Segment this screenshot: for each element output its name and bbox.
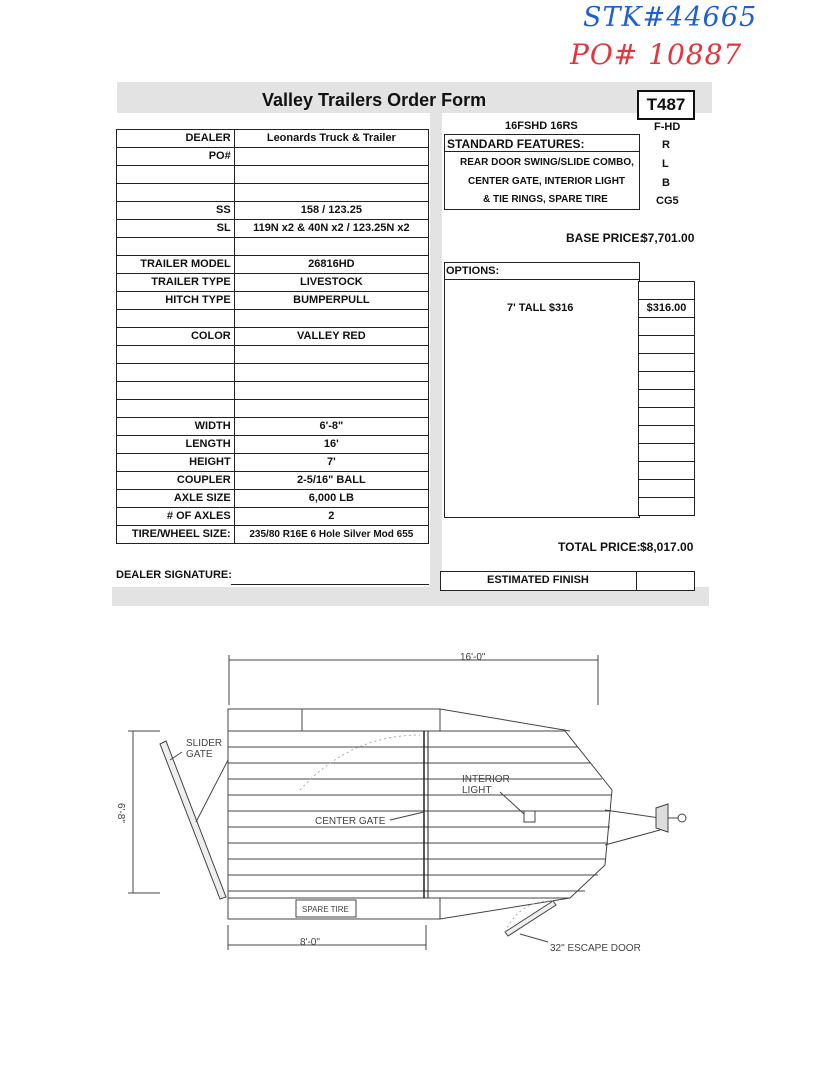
row-value[interactable] bbox=[234, 382, 428, 400]
trailer-body-outline bbox=[228, 709, 612, 919]
row-label: LENGTH bbox=[117, 436, 235, 454]
option-price-cell[interactable] bbox=[639, 372, 695, 390]
row-value[interactable]: 16' bbox=[234, 436, 428, 454]
form-title: Valley Trailers Order Form bbox=[262, 90, 487, 110]
center-gate-label: CENTER GATE bbox=[315, 816, 386, 827]
row-value[interactable] bbox=[234, 346, 428, 364]
divider-band bbox=[430, 113, 442, 590]
features-divider bbox=[444, 151, 639, 152]
row-label bbox=[117, 382, 235, 400]
option-price-cell[interactable]: $316.00 bbox=[639, 300, 695, 318]
row-value[interactable] bbox=[234, 400, 428, 418]
width-label: 6'-8" bbox=[115, 803, 126, 823]
option-price-row bbox=[639, 480, 695, 498]
row-label: TIRE/WHEEL SIZE: bbox=[117, 526, 235, 544]
estimated-finish-value[interactable] bbox=[636, 571, 695, 591]
row-label: TRAILER TYPE bbox=[117, 274, 235, 292]
form-code-box: T487 bbox=[637, 90, 695, 120]
total-price-value: $8,017.00 bbox=[640, 540, 694, 554]
estimated-finish-label: ESTIMATED FINISH bbox=[487, 574, 589, 586]
row-value[interactable]: 119N x2 & 40N x2 / 123.25N x2 bbox=[234, 220, 428, 238]
row-label bbox=[117, 238, 235, 256]
base-price-value: $7,701.00 bbox=[641, 231, 695, 245]
option-price-row bbox=[639, 408, 695, 426]
option-price-cell[interactable] bbox=[639, 462, 695, 480]
interior-light-label-1: INTERIOR bbox=[462, 774, 510, 785]
coupler-icon bbox=[656, 804, 668, 832]
handwritten-po-number: PO# 10887 bbox=[570, 38, 743, 71]
row-label: SL bbox=[117, 220, 235, 238]
trailer-floor-plan bbox=[0, 640, 834, 970]
option-price-cell[interactable] bbox=[639, 408, 695, 426]
option-price-row bbox=[639, 444, 695, 462]
feature-code-2: L bbox=[662, 158, 669, 170]
base-price-label: BASE PRICE: bbox=[566, 231, 644, 245]
row-label: COLOR bbox=[117, 328, 235, 346]
row-value[interactable]: 26816HD bbox=[234, 256, 428, 274]
slider-gate-label-2: GATE bbox=[186, 749, 213, 760]
row-label: COUPLER bbox=[117, 472, 235, 490]
row-label: HEIGHT bbox=[117, 454, 235, 472]
row-label bbox=[117, 166, 235, 184]
handwritten-stock-number: STK#44665 bbox=[583, 2, 758, 33]
option-price-cell[interactable] bbox=[639, 390, 695, 408]
escape-door-label: 32" ESCAPE DOOR bbox=[550, 943, 641, 954]
order-row bbox=[117, 436, 429, 454]
option-price-cell[interactable] bbox=[639, 480, 695, 498]
order-row bbox=[117, 166, 429, 184]
standard-features-label: STANDARD FEATURES: bbox=[447, 137, 585, 151]
model-line: 16FSHD 16RS bbox=[505, 120, 578, 132]
option-price-row bbox=[639, 300, 695, 318]
row-value[interactable] bbox=[234, 310, 428, 328]
overall-length-label: 16'-0" bbox=[460, 652, 486, 663]
row-value[interactable]: 6'-8" bbox=[234, 418, 428, 436]
row-value[interactable]: VALLEY RED bbox=[234, 328, 428, 346]
options-label: OPTIONS: bbox=[446, 265, 500, 277]
row-label bbox=[117, 310, 235, 328]
option-price-row bbox=[639, 282, 695, 300]
row-label bbox=[117, 346, 235, 364]
order-row bbox=[117, 220, 429, 238]
options-header-divider bbox=[444, 279, 639, 280]
option-price-row bbox=[639, 498, 695, 516]
row-label: # OF AXLES bbox=[117, 508, 235, 526]
feature-code-4: CG5 bbox=[656, 195, 679, 207]
order-row bbox=[117, 130, 429, 148]
option-price-row bbox=[639, 462, 695, 480]
order-row bbox=[117, 508, 429, 526]
order-row bbox=[117, 310, 429, 328]
trailer-tongue bbox=[605, 810, 660, 845]
row-value[interactable]: LIVESTOCK bbox=[234, 274, 428, 292]
option-price-row bbox=[639, 354, 695, 372]
order-row bbox=[117, 526, 429, 544]
order-row bbox=[117, 292, 429, 310]
row-value[interactable] bbox=[234, 238, 428, 256]
order-row bbox=[117, 382, 429, 400]
order-row bbox=[117, 418, 429, 436]
order-row bbox=[117, 490, 429, 508]
order-row bbox=[117, 454, 429, 472]
dealer-signature-line[interactable] bbox=[231, 584, 429, 585]
slider-gate-label-1: SLIDER bbox=[186, 738, 223, 749]
row-label: SS bbox=[117, 202, 235, 220]
row-label bbox=[117, 400, 235, 418]
order-row bbox=[117, 274, 429, 292]
row-label: HITCH TYPE bbox=[117, 292, 235, 310]
order-row bbox=[117, 238, 429, 256]
floor-slats bbox=[228, 731, 611, 898]
row-value[interactable]: BUMPERPULL bbox=[234, 292, 428, 310]
option-price-row bbox=[639, 372, 695, 390]
row-value[interactable]: 7' bbox=[234, 454, 428, 472]
row-label: DEALER bbox=[117, 130, 235, 148]
row-value[interactable]: 158 / 123.25 bbox=[234, 202, 428, 220]
order-row bbox=[117, 148, 429, 166]
order-row bbox=[117, 346, 429, 364]
order-row bbox=[117, 328, 429, 346]
row-value[interactable]: 235/80 R16E 6 Hole Silver Mod 655 bbox=[234, 526, 428, 544]
option-price-cell[interactable] bbox=[639, 336, 695, 354]
row-label bbox=[117, 364, 235, 382]
order-row bbox=[117, 472, 429, 490]
option-item-1: 7' TALL $316 bbox=[507, 302, 574, 314]
dealer-signature-label: DEALER SIGNATURE: bbox=[116, 569, 232, 581]
options-box bbox=[444, 262, 640, 518]
order-details-table bbox=[116, 129, 429, 544]
option-price-row bbox=[639, 318, 695, 336]
row-value[interactable]: 2 bbox=[234, 508, 428, 526]
row-value[interactable]: 6,000 LB bbox=[234, 490, 428, 508]
option-price-cell[interactable] bbox=[639, 354, 695, 372]
top-fender bbox=[302, 709, 440, 731]
option-price-row bbox=[639, 426, 695, 444]
row-label: PO# bbox=[117, 148, 235, 166]
order-row bbox=[117, 184, 429, 202]
feature-line-2: CENTER GATE, INTERIOR LIGHT bbox=[468, 176, 626, 187]
option-price-cell[interactable] bbox=[639, 444, 695, 462]
row-value[interactable] bbox=[234, 166, 428, 184]
row-value[interactable]: Leonards Truck & Trailer bbox=[234, 130, 428, 148]
order-row bbox=[117, 202, 429, 220]
row-value[interactable] bbox=[234, 364, 428, 382]
order-row bbox=[117, 364, 429, 382]
row-label: TRAILER MODEL bbox=[117, 256, 235, 274]
rear-section-label: 8'-0" bbox=[300, 937, 320, 948]
feature-line-3: & TIE RINGS, SPARE TIRE bbox=[483, 194, 608, 205]
order-row bbox=[117, 400, 429, 418]
feature-code-3: B bbox=[662, 177, 670, 189]
row-value[interactable] bbox=[234, 148, 428, 166]
option-price-cell[interactable] bbox=[639, 282, 695, 300]
spare-tire-label: SPARE TIRE bbox=[302, 905, 349, 914]
interior-light-icon bbox=[524, 811, 535, 822]
total-price-label: TOTAL PRICE: bbox=[558, 540, 641, 554]
option-price-cell[interactable] bbox=[639, 318, 695, 336]
option-price-row bbox=[639, 336, 695, 354]
option-price-cell[interactable] bbox=[639, 426, 695, 444]
option-price-cell[interactable] bbox=[639, 498, 695, 516]
option-prices-column bbox=[638, 281, 695, 516]
feature-line-1: REAR DOOR SWING/SLIDE COMBO, bbox=[460, 157, 634, 168]
order-row bbox=[117, 256, 429, 274]
row-label bbox=[117, 184, 235, 202]
row-label: AXLE SIZE bbox=[117, 490, 235, 508]
row-value[interactable]: 2-5/16" BALL bbox=[234, 472, 428, 490]
interior-light-label-2: LIGHT bbox=[462, 785, 492, 796]
row-value[interactable] bbox=[234, 184, 428, 202]
feature-code-1: R bbox=[662, 139, 670, 151]
option-price-row bbox=[639, 390, 695, 408]
row-label: WIDTH bbox=[117, 418, 235, 436]
slider-gate-icon bbox=[160, 741, 226, 899]
heavy-duty-code: F-HD bbox=[654, 121, 681, 133]
